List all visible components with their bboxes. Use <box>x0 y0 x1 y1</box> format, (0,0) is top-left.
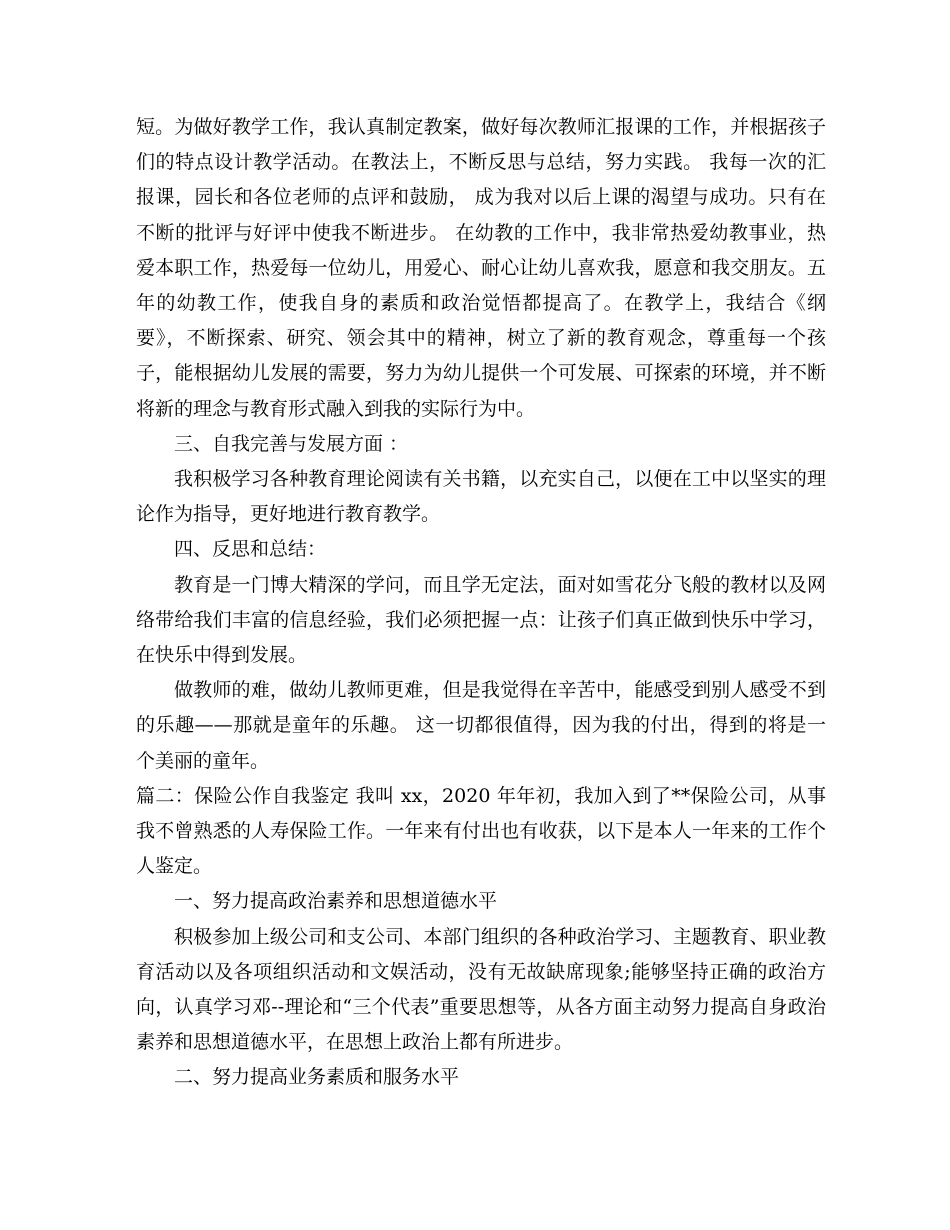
paragraph-4: 做教师的难，做幼儿教师更难，但是我觉得在辛苦中，能感受到别人感受不到的乐趣——那就是童年的乐趣。 这一切都很值得，因为我的付出，得到的将是一个美丽的童年。 <box>136 679 826 772</box>
section-heading-4: 四、反思和总结： <box>174 538 327 561</box>
document-body <box>136 110 826 1096</box>
paragraph-5: 积极参加上级公司和支公司、本部门组织的各种政治学习、主题教育、职业教育活动以及各项组织活动和文娱活动，没有无故缺席现象;能够坚持正确的政治方向，认真学习邓--理论和“三个代表”重要思想等，从各方面主动努力提高自身政治素养和思想道德水平，在思想上政治上都有所进步。 <box>136 925 826 1054</box>
paragraph-3: 教育是一门博大精深的学问，而且学无定法，面对如雪花分飞般的教材以及网络带给我们丰富的信息经验，我们必须把握一点：让孩子们真正做到快乐中学习，在快乐中得到发展。 <box>136 573 826 667</box>
paragraph-1: 短。为做好教学工作，我认真制定教案，做好每次教师汇报课的工作，并根据孩子们的特点设计教学活动。在教法上，不断反思与总结，努力实践。 我每一次的汇报课，园长和各位老师的点评和鼓励， 成为我对以后上课的渴望与成功。只有在不断的批评与好评中使我不断进步。 在幼教的工作中，我非常热爱幼教事业，热爱本职工作，热爱每一位幼儿，用爱心、耐心让幼儿喜欢我，愿意和我交朋友。五年的幼教工作，使我自身的素质和政治觉悟都提高了。在教学上，我结合《纲要》，不断探索、研究、领会其中的精神，树立了新的教育观念，尊重每一个孩子，能根据幼儿发展的需要，努力为幼儿提供一个可发展、可探索的环境，并不断将新的理念与教育形式融入到我的实际行为中。 <box>136 116 826 420</box>
paragraph-2: 我积极学习各种教育理论阅读有关书籍，以充实自己，以便在工中以坚实的理论作为指导，更好地进行教育教学。 <box>136 468 826 526</box>
section-heading-2: 二、努力提高业务素质和服务水平 <box>174 1066 460 1089</box>
chapter-two-intro: 篇二：保险公作自我鉴定 我叫 xx，2020 年年初，我加入到了**保险公司，从事我不曾熟悉的人寿保险工作。一年来有付出也有收获，以下是本人一年来的工作个人鉴定。 <box>136 784 826 878</box>
section-heading-1: 一、努力提高政治素养和思想道德水平 <box>174 890 498 913</box>
section-heading-3: 三、自我完善与发展方面 ： <box>174 432 409 455</box>
